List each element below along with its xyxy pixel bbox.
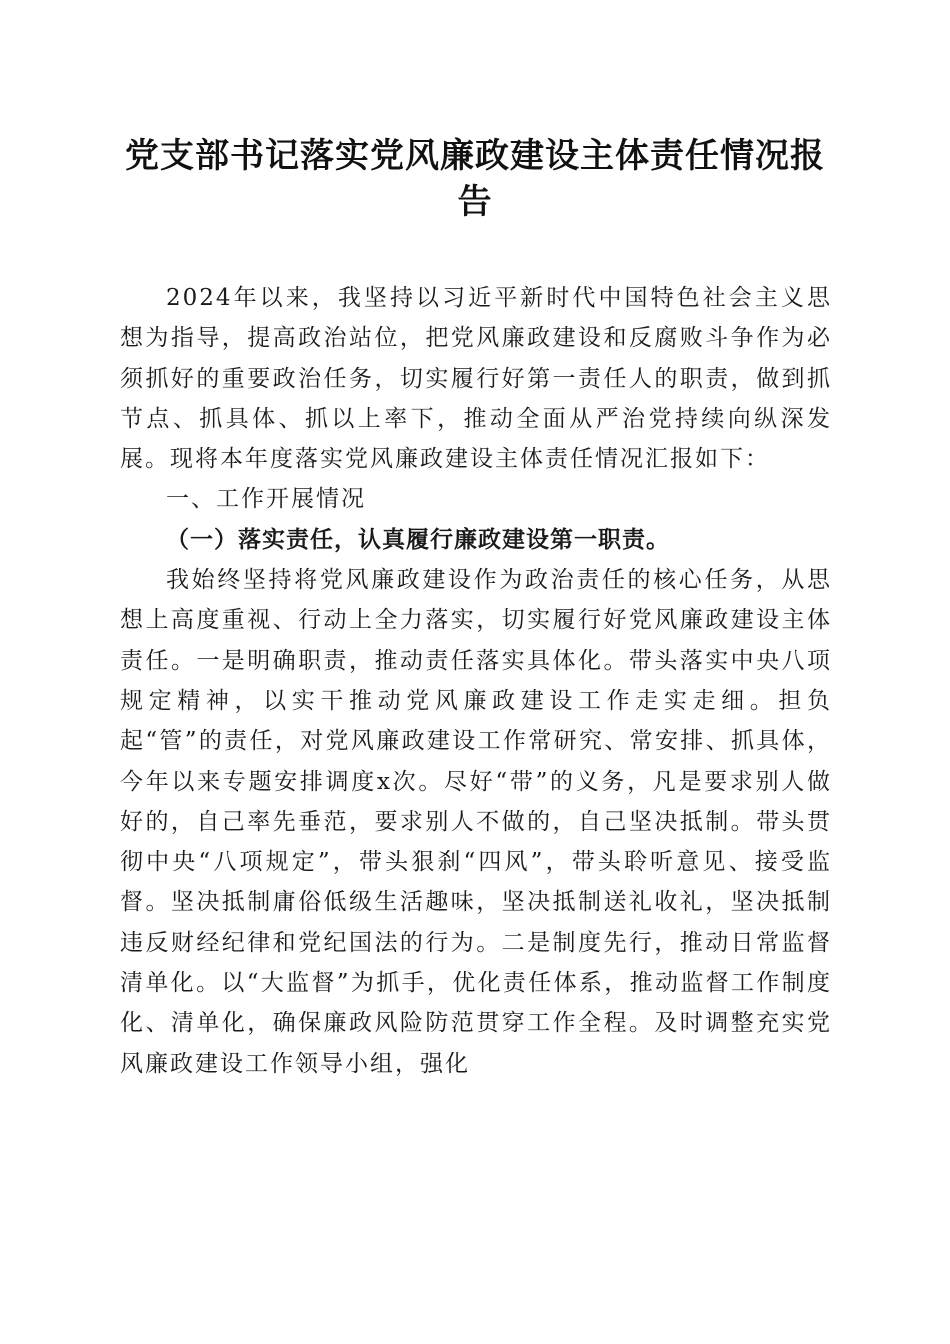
subsection-paragraph-responsibility: 我始终坚持将党风廉政建设作为政治责任的核心任务，从思想上高度重视、行动上全力落实，切实履行好党风廉政建设主体责任。一是明确职责，推动责任落实具体化。带头落实中央八项规定精神，以实干推动党风廉政建设工作走实走细。担负起“管”的责任，对党风廉政建设工作常研究、常安排、抓具体，今年以来专题安排调度x次。尽好“带”的义务，凡是要求别人做好的，自己率先垂范，要求别人不做的，自己坚决抵制。带头贯彻中央“八项规定”，带头狠刹“四风”，带头聆听意见、接受监督。坚决抵制庸俗低级生活趣味，坚决抵制送礼收礼，坚决抵制违反财经纪律和党纪国法的行为。二是制度先行，推动日常监督清单化。以“大监督”为抓手，优化责任体系，推动监督工作制度化、清单化，确保廉政风险防范贯穿工作全程。及时调整充实党风廉政建设工作领导小组，强化 [120, 567, 832, 1077]
section-heading-work-progress: 一、工作开展情况 [166, 486, 366, 513]
subsection-heading-responsibility: （一）落实责任，认真履行廉政建设第一职责。 [166, 525, 670, 553]
intro-paragraph: 2024年以来，我坚持以习近平新时代中国特色社会主义思想为指导，提高政治站位，把党风廉政建设和反腐败斗争作为必须抓好的重要政治任务，切实履行好第一责任人的职责，做到抓节点、抓具体、抓以上率下，推动全面从严治党持续向纵深发展。现将本年度落实党风廉政建设主体责任情况汇报如下： [120, 285, 832, 473]
document-body [120, 278, 832, 1084]
document-title: 党支部书记落实党风廉政建设主体责任情况报告 [125, 136, 825, 222]
